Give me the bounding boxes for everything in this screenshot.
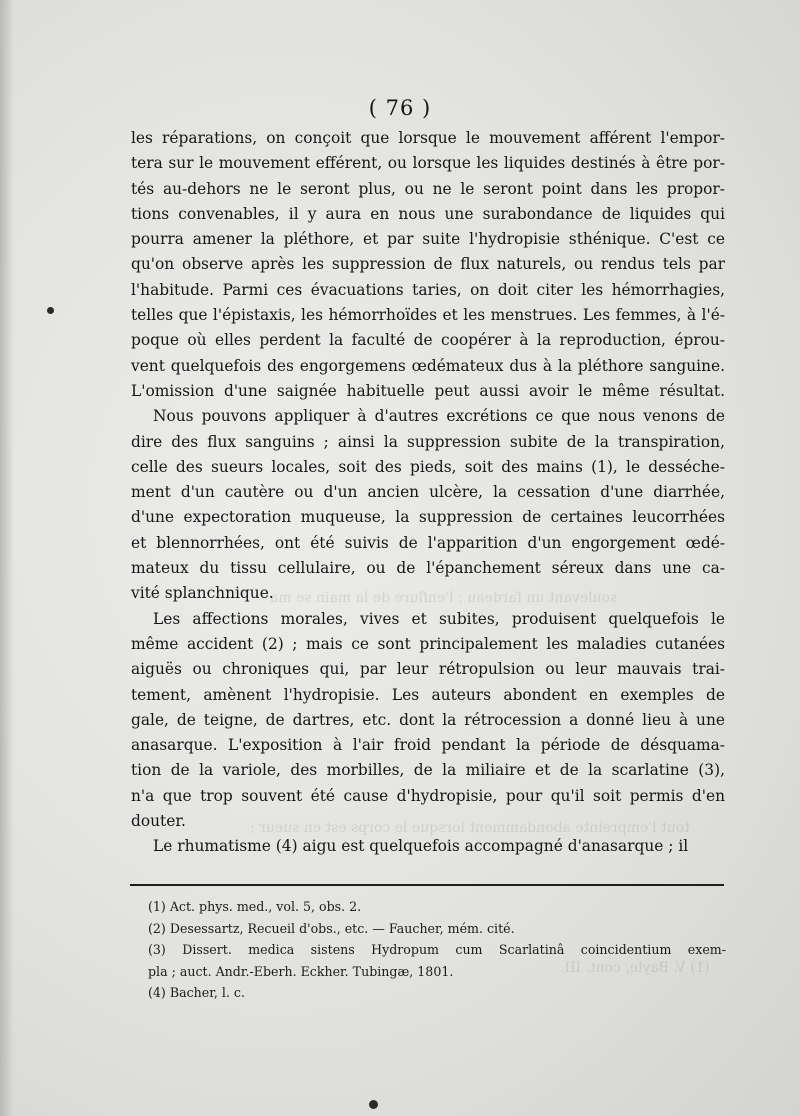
show-through: (1) V. Bayle, cont. III, [560,960,710,976]
text-line: tion de la variole, des morbilles, de la miliaire et de la scarlatine (3), [131,761,725,780]
text-line: telles que l'épistaxis, les hémorrhoïdes et les menstrues. Les femmes, à l'é- [131,306,725,325]
text-line: tement, amènent l'hydropisie. Les auteurs abondent en exemples de [131,685,725,704]
footnote-rule [130,884,724,886]
text-line: aiguës ou chroniques qui, par leur rétropulsion ou leur mauvais trai- [131,660,725,679]
text-line: n'a que trop souvent été cause d'hydropisie, pour qu'il soit permis d'en [131,786,725,805]
page-number: ( 76 ) [368,96,432,120]
text-line: tés au-dehors ne le seront plus, ou ne le seront point dans les propor- [131,179,725,198]
binding-hole [369,1100,378,1109]
text-line: gale, de teigne, de dartres, etc. dont la rétrocession a donné lieu à une [131,710,725,729]
body-text [131,126,725,860]
text-line: vité splanchnique. [131,584,274,603]
text-line: dire des flux sanguins ; ainsi la suppression subite de la transpiration, [131,432,725,451]
text-line: L'omission d'une saignée habituelle peut aussi avoir le même résultat. [131,381,725,400]
footnote-line: (4) Bacher, l. c. [148,985,245,1000]
text-line: poque où elles perdent la faculté de coopérer à la reproduction, éprou- [131,331,725,350]
footnote-line: (3) Dissert. medica sistens Hydropum cum Scarlatinâ coincidentium exem- [148,942,726,957]
text-line: anasarque. L'exposition à l'air froid pendant la période de désquama- [131,736,725,755]
text-line: les réparations, on conçoit que lorsque le mouvement afférent l'empor- [131,129,725,147]
text-line: douter. [131,812,186,831]
text-line: celle des sueurs locales, soit des pieds, soit des mains (1), le desséche- [131,457,725,476]
page-edge-shadow [0,0,14,1116]
footnote-line: (1) Act. phys. med., vol. 5, obs. 2. [148,899,362,914]
text-line: vent quelquefois des engorgemens œdémateux dus à la pléthore sanguine. [131,356,725,375]
text-line: Le rhumatisme (4) aigu est quelquefois accompagné d'anasarque ; il [153,837,689,856]
text-line: tera sur le mouvement efférent, ou lorsque les liquides destinés à être por- [131,154,725,173]
text-line: qu'on observe après les suppression de flux naturels, ou rendus tels par [131,255,725,274]
footnote-line: pla ; auct. Andr.-Eberh. Eckher. Tubingæ, 1801. [148,963,454,979]
text-line: mateux du tissu cellulaire, ou de l'épanchement séreux dans une ca- [131,559,725,578]
text-line: ment d'un cautère ou d'un ancien ulcère, la cessation d'une diarrhée, [131,483,725,502]
text-line: pourra amener la pléthore, et par suite l'hydropisie sthénique. C'est ce [131,230,725,249]
show-through: soulevant un fardeau ; l'enflure de la main se ma [270,590,618,606]
footnote-line: (2) Desessartz, Recueil d'obs., etc. — Faucher, mém. cité. [148,920,515,936]
text-line: Les affections morales, vives et subites, produisent quelquefois le [153,609,725,628]
text-line: Nous pouvons appliquer à d'autres excrétions ce que nous venons de [153,407,725,426]
text-line: d'une expectoration muqueuse, la suppression de certaines leucorrhées [131,508,725,527]
text-line: tions convenables, il y aura en nous une surabondance de liquides qui [131,204,725,223]
text-line: l'habitude. Parmi ces évacuations taries, on doit citer les hémorrhagies, [131,280,725,299]
text-line: même accident (2) ; mais ce sont principalement les maladies cutanées [131,634,725,653]
footnotes [148,896,726,1004]
show-through: tout l'empreinte abondamment lorsque le corps est en sueur ; [250,820,690,836]
text-line: et blennorrhées, ont été suivis de l'apparition d'un engorgement œdé- [131,533,725,552]
ink-spot [47,307,54,314]
